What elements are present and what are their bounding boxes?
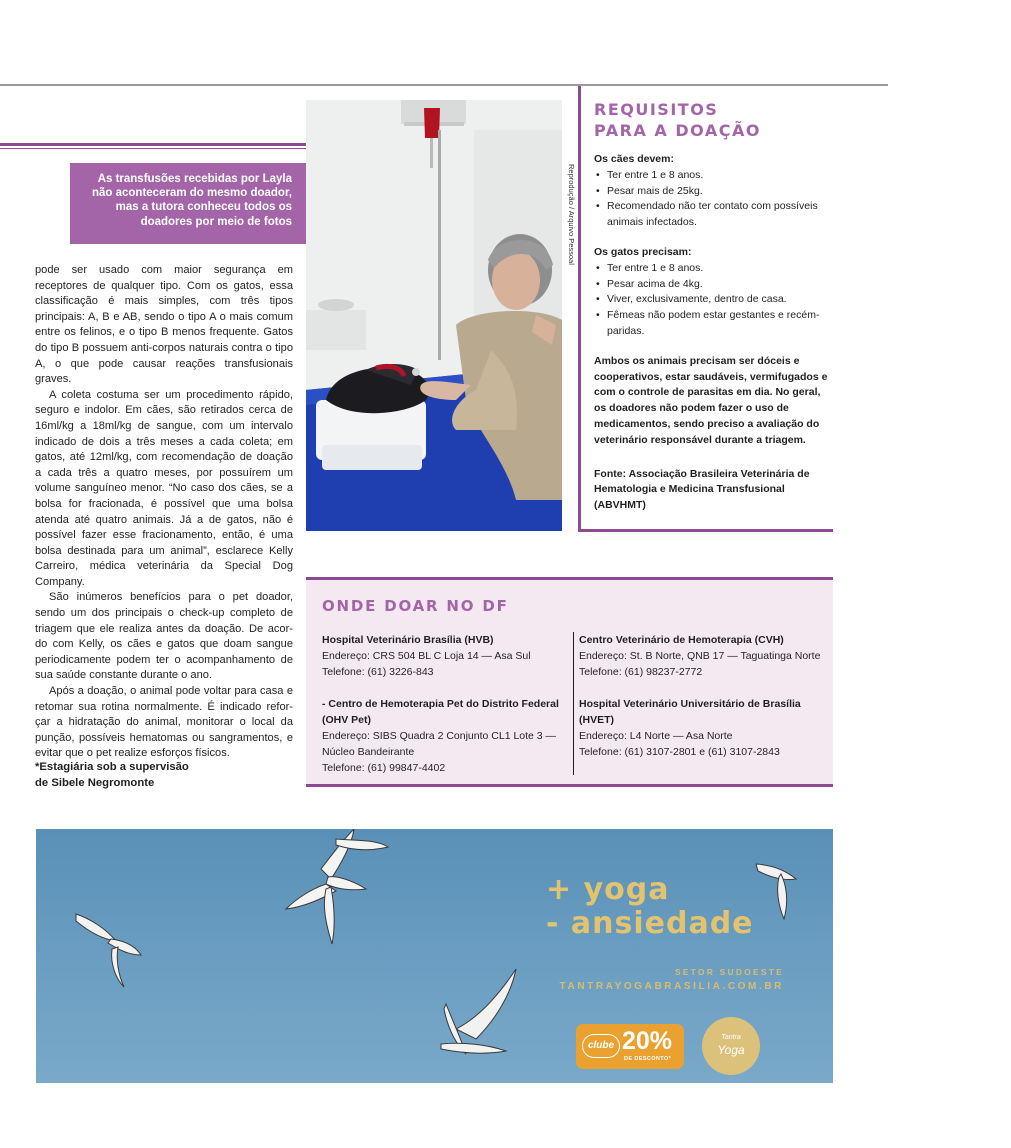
left-rule [0, 143, 306, 146]
both-animals-text: Ambos os animais precisam ser dóceis e cooperativos, estar saudáveis, vermifugados e com o controle de parasitas em dia. No geral, os doadores não podem fazer o uso de medicamentos, sendo preciso a avaliação do veterinário responsável durante a triagem. [594, 354, 828, 446]
left-rule-thin [0, 148, 306, 149]
discount-percent: 20% [622, 1027, 673, 1055]
logo-top-text: Tantra [721, 1034, 741, 1041]
location-phone: Telefone: (61) 3226-843 [322, 666, 434, 678]
body-paragraph: A coleta costuma ser um procedimento rápido, seguro e indolor. Em cães, são retirados cerca de 16ml/kg a 18ml/kg de sangue, com um intervalo indicado de dois a três meses a cada coleta; em gatos, até 12ml/kg, com recomendação de doação a cada três a quatro meses, por possuírem um volume sanguíneo menor. “No caso dos cães, se a bolsa for fracionada, é possível que uma bolsa atenda até quatro animais. Já a de gatos, não é possível fazer esse fracionamento, então, é uma bolsa destinada para um animal”, esclarece Kelly Carreiro, médica veterinária da Special Dog Company. [35, 388, 293, 588]
ad-headline [546, 873, 754, 941]
cats-heading: Os gatos precisam: [594, 245, 692, 258]
photo-credit [562, 164, 576, 264]
location-address: Endereço: SIBS Quadra 2 Conjunto CL1 Lote 3 — Núcleo Bandeirante [322, 730, 557, 758]
list-item: • Recomendado não ter contato com possíveis animais infectados. [594, 199, 830, 231]
logo-main-text: Yoga [717, 1043, 745, 1057]
location-name: Centro Veterinário de Hemoterapia (CVH) [579, 634, 784, 646]
requisitos-title-line: REQUISITOS [594, 100, 719, 119]
dogs-heading: Os cães devem: [594, 153, 674, 165]
onde-doar-column-2 [579, 632, 829, 776]
list-item: • Ter entre 1 e 8 anos. [594, 261, 830, 277]
body-paragraph: pode ser usado com maior segurança em receptores de qualquer tipo. Com os gatos, essa classificação é mais simples, com três tipos principais: A, B e AB, sendo o tipo A o mais comum entre os felinos, e o tipo B menos frequente. Gatos do tipo B possuem anti-corpos naturais contra o tipo A, o que pode causar reações transfusionais graves. [35, 264, 293, 386]
location-entry [579, 632, 829, 680]
photo-caption: As transfusões recebidas por Layla não aconteceram do mesmo doador, mas a tutora conheceu todos os doadores por meio de fotos [70, 163, 306, 244]
discount-label: DE DESCONTO* [624, 1056, 672, 1062]
requisitos-title [594, 99, 830, 141]
requisitos-box [594, 99, 830, 514]
article-photo [306, 100, 562, 531]
location-phone: Telefone: (61) 98237-2772 [579, 666, 703, 678]
location-phone: Telefone: (61) 3107-2801 e (61) 3107-2843 [579, 746, 780, 758]
photo-illustration [306, 100, 562, 531]
ad-headline-line: + yoga [546, 872, 670, 907]
list-item: • Ter entre 1 e 8 anos. [594, 168, 830, 184]
tantra-yoga-logo [702, 1017, 760, 1075]
ad-url-link[interactable]: TANTRAYOGABRASILIA.COM.BR [559, 981, 784, 992]
clube-logo: clube [582, 1034, 620, 1058]
yoga-advertisement[interactable] [36, 829, 833, 1083]
ad-location: SETOR SUDOESTE [674, 967, 784, 977]
onde-doar-title: ONDE DOAR NO DF [322, 597, 509, 615]
location-name: - Centro de Hemoterapia Pet do Distrito Federal (OHV Pet) [322, 698, 559, 726]
requisitos-bottom-border [578, 529, 833, 532]
credit-line: *Estagiária sob a supervisão [35, 761, 189, 773]
location-address: Endereço: St. B Norte, QNB 17 — Taguatinga Norte [579, 650, 821, 662]
column-divider [573, 632, 574, 775]
article-body [35, 263, 293, 762]
requisitos-title-line: PARA A DOAÇÃO [594, 121, 761, 140]
ad-headline-line: - ansiedade [546, 906, 754, 941]
onde-doar-box [306, 577, 833, 787]
dogs-list [594, 168, 830, 231]
location-entry [322, 696, 567, 776]
credit-line: de Sibele Negromonte [35, 776, 155, 789]
body-paragraph: Após a doação, o animal pode voltar para casa e retomar sua rotina normalmente. É indicado refor-çar a hidratação do animal, monitorar o local da punção, possíveis hematomas ou sangramentos, e evitar que o pet realize esforços físicos. [35, 685, 293, 760]
location-entry [579, 696, 829, 760]
list-item: • Fêmeas não podem estar gestantes e recém-paridas. [594, 308, 830, 340]
location-address: Endereço: L4 Norte — Asa Norte [579, 730, 733, 742]
author-credit [35, 760, 275, 791]
list-item: • Viver, exclusivamente, dentro de casa. [594, 292, 830, 308]
source-text: Fonte: Associação Brasileira Veterinária de Hematologia e Medicina Transfusional (ABVHMT) [594, 467, 810, 512]
location-name: Hospital Veterinário Brasília (HVB) [322, 634, 494, 646]
location-address: Endereço: CRS 504 BL C Loja 14 — Asa Sul [322, 650, 531, 662]
cats-list [594, 261, 830, 340]
location-name: Hospital Veterinário Universitário de Brasília (HVET) [579, 698, 801, 726]
requisitos-border [578, 86, 581, 532]
onde-doar-column-1 [322, 632, 567, 792]
location-entry [322, 632, 567, 680]
list-item: • Pesar acima de 4kg. [594, 277, 830, 293]
top-rule [0, 84, 888, 86]
list-item: • Pesar mais de 25kg. [594, 184, 830, 200]
photo-credit-text: Reprodução / Arquivo Pessoal [567, 164, 576, 265]
discount-badge [576, 1024, 684, 1069]
location-phone: Telefone: (61) 99847-4402 [322, 762, 446, 774]
body-paragraph: São inúmeros benefícios para o pet doador, sendo um dos principais o check-up completo de triagem que ele realiza antes da doação. De acor-do com Kelly, os cães e gatos que doam sangue periodicamente podem ter o acompanhamento de sua saúde constante durante o ano. [35, 591, 293, 682]
